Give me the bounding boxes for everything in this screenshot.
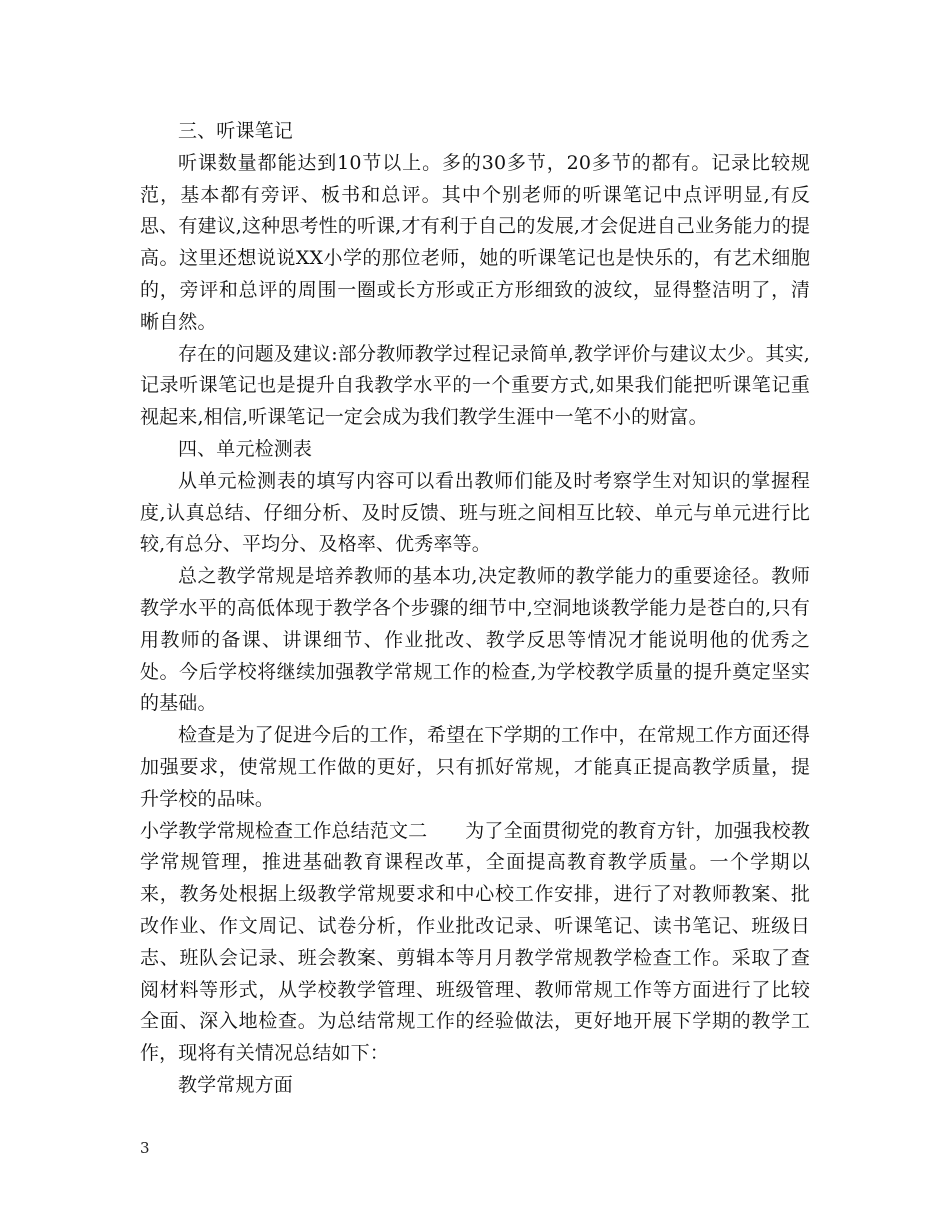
paragraph-inspection-purpose: 检查是为了促进今后的工作，希望在下学期的工作中，在常规工作方面还得加强要求，使常规工作做的更好，只有抓好常规，才能真正提高教学质量，提升学校的品味。 (140, 724, 810, 810)
document-body (140, 116, 810, 1102)
subheading-teaching-routine: 教学常规方面 (178, 1073, 293, 1096)
section-heading-lecture-notes: 三、听课笔记 (178, 120, 293, 142)
section-heading-unit-test-table: 四、单元检测表 (178, 437, 313, 460)
essay-two-title: 小学教学常规检查工作总结范文二 (140, 819, 428, 842)
paragraph-essay-two (140, 816, 810, 1070)
paragraph-lecture-notes-overview: 听课数量都能达到10节以上。多的30多节，20多节的都有。记录比较规范，基本都有旁评、板书和总评。其中个别老师的听课笔记中点评明显,有反思、有建议,这种思考性的听课,才有利于自己的发展,才会促进自己业务能力的提高。这里还想说说XX小学的那位老师，她的听课笔记也是快乐的，有艺术细胞的，旁评和总评的周围一圈或长方形或正方形细致的波纹，显得整洁明了，清晰自然。 (140, 151, 810, 333)
paragraph-summary: 总之教学常规是培养教师的基本功,决定教师的教学能力的重要途径。教师教学水平的高低体现于教学各个步骤的细节中,空洞地谈教学能力是苍白的,只有用教师的备课、讲课细节、作业批改、教学反思等情况才能说明他的优秀之处。今后学校将继续加强教学常规工作的检查,为学校教学质量的提升奠定坚实的基础。 (140, 565, 810, 715)
paragraph-lecture-notes-issues: 存在的问题及建议:部分教师教学过程记录简单,教学评价与建议太少。其实,记录听课笔记也是提升自我教学水平的一个重要方式,如果我们能把听课笔记重视起来,相信,听课笔记一定会成为我们教学生涯中一笔不小的财富。 (140, 342, 810, 429)
essay-two-intro: 为了全面贯彻党的教育方针，加强我校教学常规管理，推进基础教育课程改革，全面提高教育教学质量。一个学期以来，教务处根据上级教学常规要求和中心校工作安排，进行了对教师教案、批改作业、作文周记、试卷分析，作业批改记录、听课笔记、读书笔记、班级日志、班队会记录、班会教案、剪辑本等月月教学常规教学检查工作。采取了查阅材料等形式，从学校教学管理、班级管理、教师常规工作等方面进行了比较全面、深入地检查。为总结常规工作的经验做法，更好地开展下学期的教学工作，现将有关情况总结如下： (140, 819, 810, 1065)
paragraph-unit-test-table: 从单元检测表的填写内容可以看出教师们能及时考察学生对知识的掌握程度,认真总结、仔细分析、及时反馈、班与班之间相互比较、单元与单元进行比较,有总分、平均分、及格率、优秀率等。 (140, 469, 810, 556)
page-number: 3 (140, 1139, 150, 1157)
